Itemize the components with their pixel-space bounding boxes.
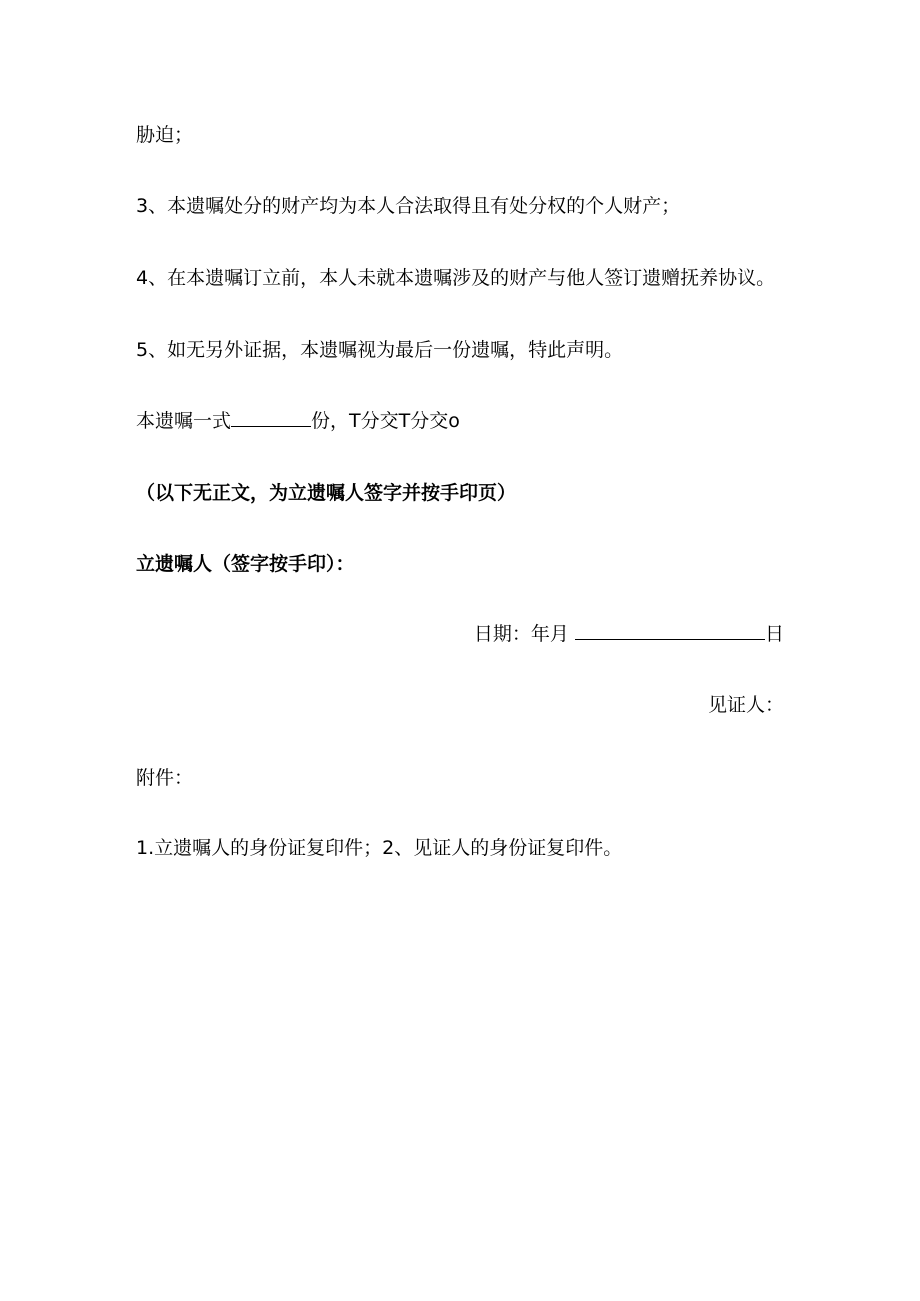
copies-prefix: 本遗嘱一式 <box>136 410 232 432</box>
testator-signature-label: 立遗嘱人（签字按手印）： <box>136 553 355 575</box>
copies-suffix: 份，T分交T分交o <box>311 410 460 432</box>
attachment-items: 1.立遗嘱人的身份证复印件；2、见证人的身份证复印件。 <box>136 837 623 859</box>
date-prefix: 日期：年月 <box>473 623 569 645</box>
witness-label: 见证人： <box>707 694 784 716</box>
clause-4: 4、在本遗嘱订立前，本人未就本遗嘱涉及的财产与他人签订遗赠抚养协议。 <box>136 267 776 289</box>
copies-blank <box>231 408 311 427</box>
date-line <box>474 621 784 647</box>
text-line-coercion: 胁迫； <box>136 124 194 146</box>
clause-3: 3、本遗嘱处分的财产均为本人合法取得且有处分权的个人财产； <box>136 195 681 217</box>
copies-line <box>136 408 460 434</box>
date-suffix: 日 <box>764 623 784 645</box>
attachment-label: 附件： <box>136 767 194 789</box>
no-further-text-notice: （以下无正文，为立遗嘱人签字并按手印页） <box>136 482 517 504</box>
clause-5: 5、如无另外证据，本遗嘱视为最后一份遗嘱，特此声明。 <box>136 339 624 361</box>
date-blank <box>575 621 765 640</box>
